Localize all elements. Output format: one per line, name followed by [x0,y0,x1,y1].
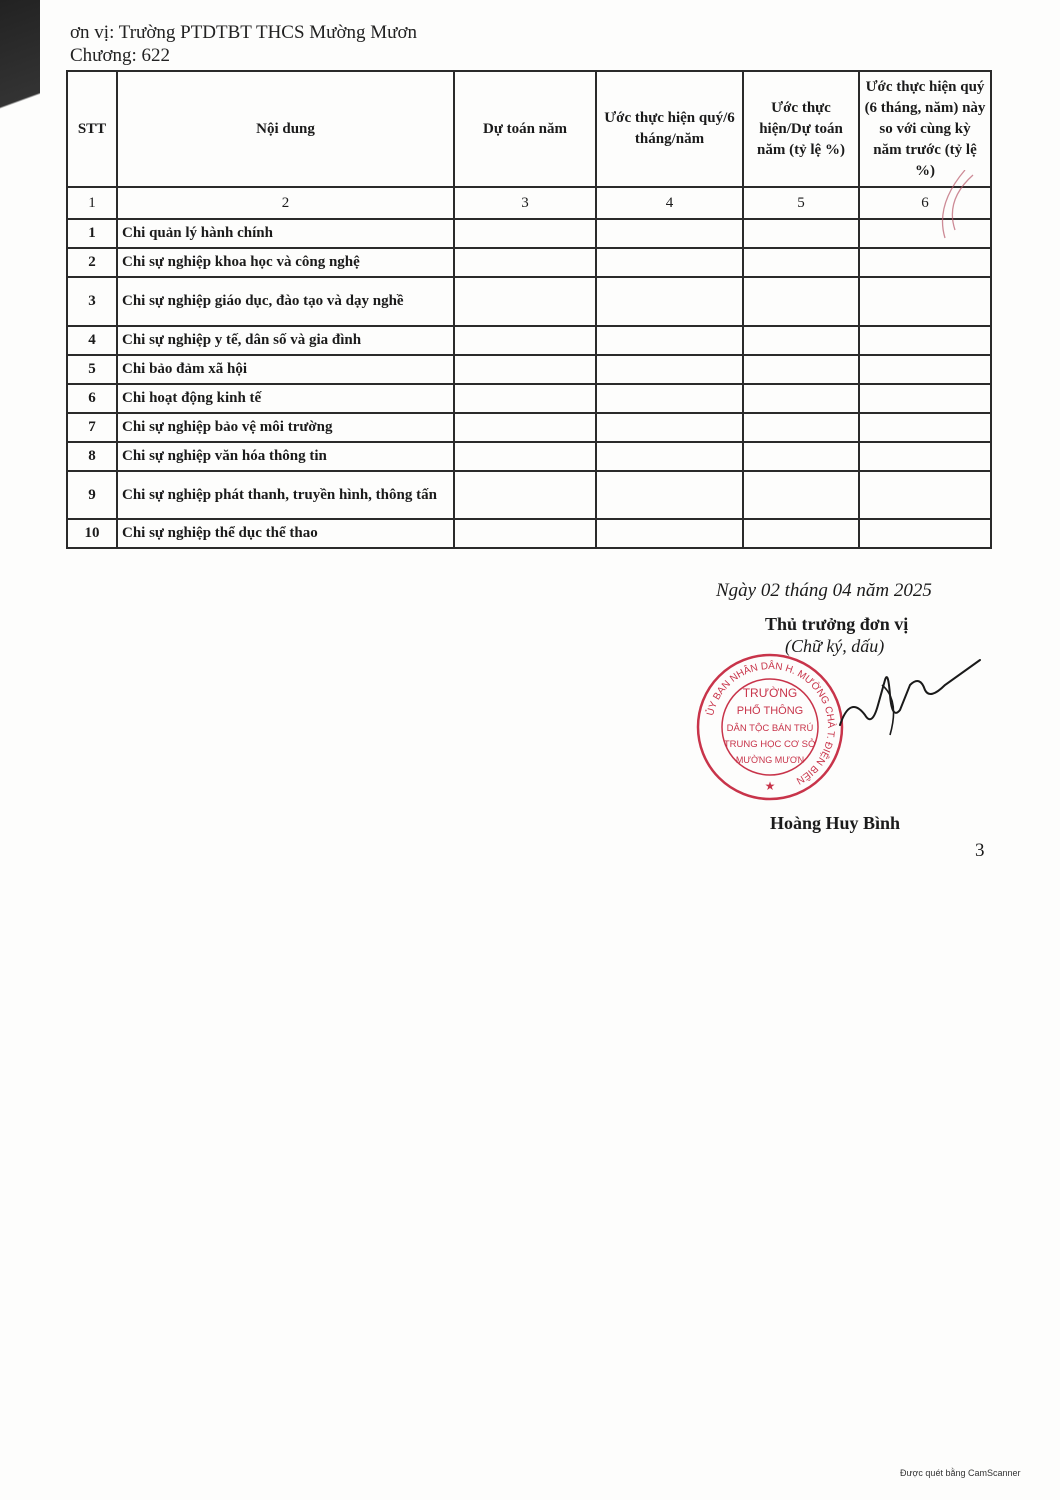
stamp-line: TRUNG HỌC CƠ SỞ [723,739,817,750]
table-row [67,355,991,384]
table-row [67,384,991,413]
stamp-ring-text: ỦY BAN NHÂN DÂN H. MƯỜNG CHÀ T. ĐIỆN BIÊN [705,660,837,787]
empty-cell [596,355,743,384]
row-stt: 1 [67,219,117,248]
table-row [67,277,991,326]
signature-note: (Chữ ký, dấu) [785,636,885,656]
empty-cell [454,442,596,471]
empty-cell [743,326,859,355]
empty-cell [743,248,859,277]
row-stt: 10 [67,519,117,548]
column-number-row [67,187,991,219]
empty-cell [596,326,743,355]
unit-name-line: ơn vị: Trường PTDTBT THCS Mường Mươn [70,22,418,43]
empty-cell [859,384,991,413]
column-number: 4 [596,187,743,219]
row-content: Chi hoạt động kinh tế [117,384,454,413]
row-stt: 2 [67,248,117,277]
table-row [67,519,991,548]
stamp-star-icon: ★ [764,779,776,793]
table-row [67,442,991,471]
empty-cell [743,442,859,471]
empty-cell [859,355,991,384]
header-annual-estimate: Dự toán năm [454,71,596,187]
empty-cell [454,248,596,277]
empty-cell [454,219,596,248]
empty-cell [859,519,991,548]
handwritten-signature [830,655,990,745]
signer-name: Hoàng Huy Bình [770,813,901,833]
partial-stamp-mark [915,170,975,240]
empty-cell [454,326,596,355]
budget-report-table [66,70,992,549]
row-content: Chi sự nghiệp giáo dục, đào tạo và dạy nghề [117,277,454,326]
empty-cell [454,277,596,326]
column-number: 5 [743,187,859,219]
header-stt: STT [67,71,117,187]
table-row [67,413,991,442]
header-year-over-year-ratio: Ước thực hiện quý (6 tháng, năm) này so với cùng kỳ năm trước (tỷ lệ %) [859,71,991,187]
column-number: 3 [454,187,596,219]
scanner-footer: Được quét bằng CamScanner [900,1468,1021,1478]
signing-date: Ngày 02 tháng 04 năm 2025 [716,580,932,601]
row-stt: 7 [67,413,117,442]
table-row [67,326,991,355]
empty-cell [743,413,859,442]
row-stt: 9 [67,471,117,519]
row-content: Chi quản lý hành chính [117,219,454,248]
empty-cell [743,355,859,384]
stamp-line: PHỔ THÔNG [736,705,804,717]
row-content: Chi sự nghiệp y tế, dân số và gia đình [117,326,454,355]
row-stt: 6 [67,384,117,413]
empty-cell [596,471,743,519]
column-number: 2 [117,187,454,219]
row-content: Chi sự nghiệp khoa học và công nghệ [117,248,454,277]
empty-cell [859,326,991,355]
row-content: Chi sự nghiệp bảo vệ môi trường [117,413,454,442]
column-number: 6 [859,187,991,219]
table-header-row [67,71,991,187]
row-stt: 5 [67,355,117,384]
empty-cell [743,277,859,326]
row-content: Chi sự nghiệp văn hóa thông tin [117,442,454,471]
scan-corner-shadow [0,0,40,180]
empty-cell [859,277,991,326]
empty-cell [454,355,596,384]
empty-cell [454,519,596,548]
empty-cell [596,519,743,548]
empty-cell [859,471,991,519]
empty-cell [454,413,596,442]
signer-title: Thủ trưởng đơn vị [765,614,909,634]
empty-cell [454,471,596,519]
empty-cell [859,413,991,442]
header-execution-ratio: Ước thực hiện/Dự toán năm (tỷ lệ %) [743,71,859,187]
stamp-line: TRƯỜNG [742,686,798,700]
header-content: Nội dung [117,71,454,187]
empty-cell [743,471,859,519]
row-content: Chi sự nghiệp thể dục thể thao [117,519,454,548]
empty-cell [596,442,743,471]
page-number: 3 [975,840,985,861]
stamp-line: MƯỜNG MƯƠN [735,755,805,765]
chapter-line: Chương: 622 [70,45,171,66]
stamp-line: DÂN TỘC BÁN TRÚ [726,723,814,734]
empty-cell [596,413,743,442]
empty-cell [596,219,743,248]
table-row [67,219,991,248]
table-row [67,248,991,277]
empty-cell [454,384,596,413]
table-row [67,471,991,519]
official-seal-stamp [695,652,845,802]
empty-cell [743,384,859,413]
row-content: Chi sự nghiệp phát thanh, truyền hình, thông tấn [117,471,454,519]
row-stt: 8 [67,442,117,471]
row-stt: 3 [67,277,117,326]
empty-cell [596,277,743,326]
column-number: 1 [67,187,117,219]
empty-cell [859,442,991,471]
empty-cell [596,248,743,277]
empty-cell [743,219,859,248]
header-estimated-execution: Ước thực hiện quý/6 tháng/năm [596,71,743,187]
row-stt: 4 [67,326,117,355]
row-content: Chi bảo đảm xã hội [117,355,454,384]
empty-cell [859,248,991,277]
empty-cell [743,519,859,548]
empty-cell [596,384,743,413]
